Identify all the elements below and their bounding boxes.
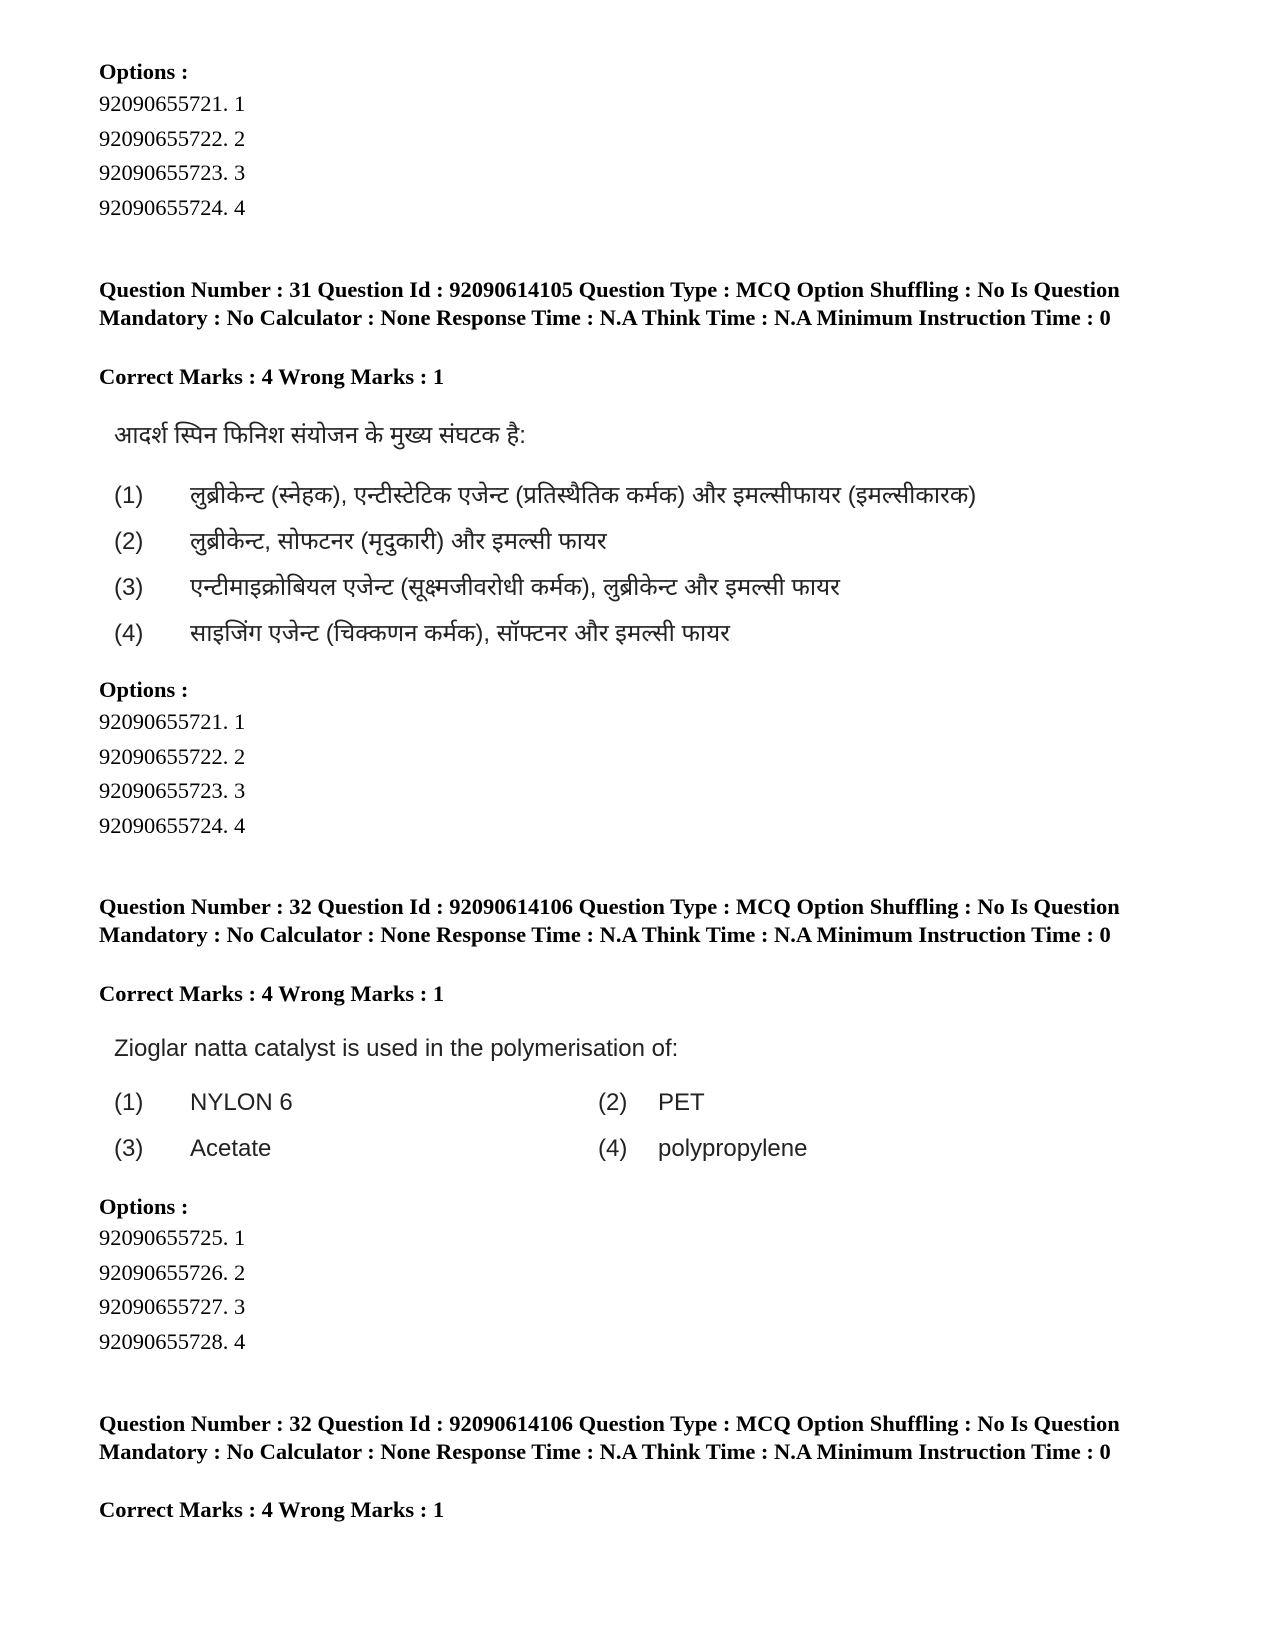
question-choice xyxy=(114,1089,293,1117)
question-choice xyxy=(114,478,976,511)
option-item: 92090655722. 2 xyxy=(99,125,246,151)
options-heading: Options : xyxy=(99,677,189,702)
question-meta: Question Number : 32 Question Id : 92090614106 Question Type : MCQ Option Shuffling : No Is Question Mandatory : No Calculator : None Response Time : N.A Think Time : N.A Minimum Instruction Time : 0 xyxy=(99,1411,1120,1464)
option-item: 92090655725. 1 xyxy=(99,1225,246,1250)
options-heading: Options : xyxy=(99,59,189,84)
option-item: 92090655726. 2 xyxy=(99,1259,246,1285)
question-marks: Correct Marks : 4 Wrong Marks : 1 xyxy=(99,981,445,1006)
question-choice xyxy=(114,570,840,603)
option-item: 92090655723. 3 xyxy=(99,160,246,185)
question-choice xyxy=(114,1135,271,1163)
choice-text: साइजिंग एजेन्ट (चिक्कणन कर्मक), सॉफ्टनर और इमल्सी फायर xyxy=(190,620,730,647)
option-item: 92090655728. 4 xyxy=(99,1328,246,1354)
question-meta: Question Number : 31 Question Id : 92090614105 Question Type : MCQ Option Shuffling : No Is Question Mandatory : No Calculator : None Response Time : N.A Think Time : N.A Minimum Instruction Time : 0 xyxy=(99,277,1120,330)
option-item: 92090655724. 4 xyxy=(99,194,246,220)
option-item: 92090655724. 4 xyxy=(99,812,246,838)
choice-number: (4) xyxy=(598,1135,628,1162)
choice-number: (2) xyxy=(114,528,144,555)
options-list xyxy=(99,90,245,228)
choice-number: (4) xyxy=(114,620,144,647)
choice-number: (1) xyxy=(114,1089,144,1116)
choice-text: लुब्रीकेन्ट, सोफटनर (मृदुकारी) और इमल्सी फायर xyxy=(190,528,607,555)
question-marks: Correct Marks : 4 Wrong Marks : 1 xyxy=(99,1497,445,1522)
options-list xyxy=(99,708,245,846)
choice-number: (1) xyxy=(114,482,144,509)
choice-text: polypropylene xyxy=(658,1135,808,1162)
option-item: 92090655721. 1 xyxy=(99,91,246,116)
choice-number: (3) xyxy=(114,1135,144,1162)
option-item: 92090655727. 3 xyxy=(99,1294,246,1319)
choice-text: NYLON 6 xyxy=(190,1089,293,1116)
option-item: 92090655723. 3 xyxy=(99,778,246,803)
choice-number: (2) xyxy=(598,1089,628,1116)
question-choice xyxy=(598,1135,807,1163)
question-text: Zioglar natta catalyst is used in the polymerisation of: xyxy=(114,1035,679,1062)
choice-text: लुब्रीकेन्ट (स्नेहक), एन्टीस्टेटिक एजेन्ट (प्रतिस्थैतिक कर्मक) और इमल्सीफायर (इमल्सीकारक) xyxy=(190,482,977,509)
question-choice xyxy=(114,616,730,649)
choice-number: (3) xyxy=(114,574,144,601)
question-choice xyxy=(114,524,607,557)
option-item: 92090655721. 1 xyxy=(99,709,246,734)
choice-text: एन्टीमाइक्रोबियल एजेन्ट (सूक्ष्मजीवरोधी कर्मक), लुब्रीकेन्ट और इमल्सी फायर xyxy=(190,574,840,601)
question-choice xyxy=(598,1089,705,1117)
question-text: आदर्श स्पिन फिनिश संयोजन के मुख्य संघटक है: xyxy=(114,422,526,449)
options-heading: Options : xyxy=(99,1194,189,1219)
question-meta: Question Number : 32 Question Id : 92090614106 Question Type : MCQ Option Shuffling : No Is Question Mandatory : No Calculator : None Response Time : N.A Think Time : N.A Minimum Instruction Time : 0 xyxy=(99,894,1120,947)
choice-text: PET xyxy=(658,1089,705,1116)
option-item: 92090655722. 2 xyxy=(99,743,246,769)
question-marks: Correct Marks : 4 Wrong Marks : 1 xyxy=(99,364,445,389)
options-list xyxy=(99,1224,245,1362)
choice-text: Acetate xyxy=(190,1135,272,1162)
